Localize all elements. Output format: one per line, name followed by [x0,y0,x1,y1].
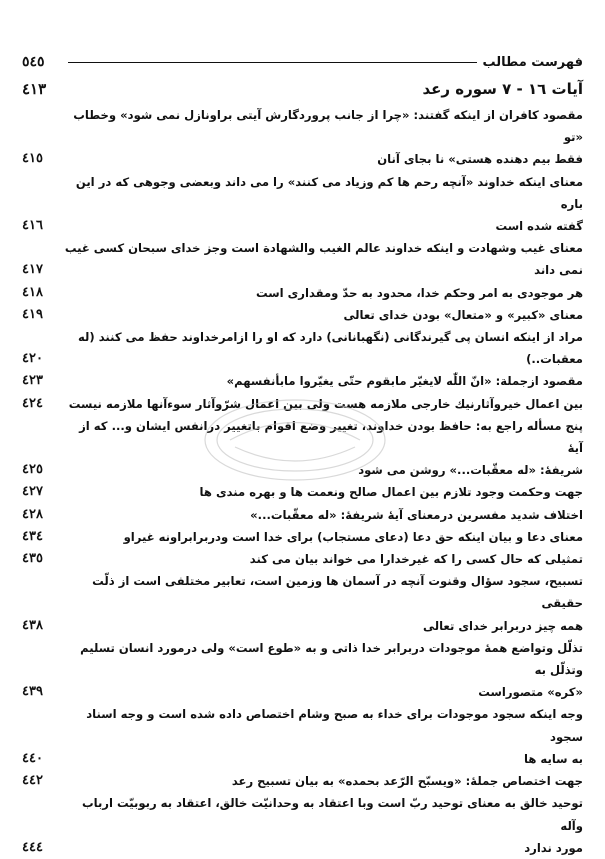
toc-entry [22,770,583,792]
toc-entry-page: ٤٢٨ [22,506,43,522]
toc-entry-text: جهت وحكمت وجود تلازم بين اعمال صالح ونعمت ها و بهره مندى ها [199,485,583,500]
toc-entry [22,637,583,681]
section-heading [22,80,583,102]
toc-entry [22,415,583,459]
toc-entry [22,237,583,259]
running-header [22,52,583,72]
toc-entry-text: فقط بيم دهنده هستى» نا بجاى آنان [377,152,583,167]
toc-entry-text: به سايه ها [524,751,583,766]
toc-entry [22,548,583,570]
toc-entry-page: ٤٢٤ [22,395,43,411]
toc-entry-text: توحيد خالق به معناى توحيد ربّ است وبا اعتقاد به وحدانيّت خالق، اعتقاد به ربوبيّت ارباب وآله [81,796,583,833]
toc-entry [22,215,583,237]
toc-entry-text: معناى «كبير» و «متعال» بودن خداى تعالى [343,307,583,322]
toc-entry-page: ٤٢٥ [22,462,43,478]
toc-entry [22,259,583,281]
toc-entry-page: ٤٣٥ [22,551,43,567]
section-page-number: ٤١٣ [22,80,47,98]
toc-entry [22,459,583,481]
toc-entry-page: ٤١٨ [22,284,43,300]
toc-entry-page: ٤٣٩ [22,684,43,700]
toc-entry-text: اختلاف شديد مفسرين درمعناى آيهٔ شريفهٔ: «له معقّبات...» [250,507,583,522]
toc-entry-text: مقصود كافران از اينكه گفتند: «چرا از جانب پروردگارش آيتى براونازل نمى شود» وخطاب «تو [73,108,583,145]
toc-entry-text: معناى غيب وشهادت و اينكه خداوند عالم الغيب والشهادة است وجز خداى سبحان كسى غيب [64,241,583,256]
toc-entry-text: وجه اينكه سجود موجودات براى خداء به صبح وشام اختصاص داده شده است و وجه اسناد سجود [86,707,583,744]
toc-entry-text: تمثيلى كه حال كسى را كه غيرخدارا مى خواند بيان مى كند [249,552,583,567]
toc-entry [22,370,583,392]
toc-entry-page: ٤٤٢ [22,773,43,789]
toc-entry-text: همه چيز دربرابر خداى تعالى [422,618,583,633]
toc-entry-text: پنج مسأله راجع به: حافظ بودن خداوند، تغيير وضع اقوام باتغيير درانفس ايشان و... كه از آيهٔ [79,418,583,456]
toc-entry [22,748,583,770]
toc-entry [22,703,583,747]
toc-entry-page: ٤٢٣ [22,373,43,389]
toc-entry-page: ٤٢٧ [22,484,43,500]
toc-entry-text: مراد از اينكه انسان پى گيرندگانى (نگهبانانى) دارد كه او را ازامرخداوند حفظ مى كنند (له [78,330,583,345]
toc-entry [22,326,583,348]
toc-entry [22,570,583,614]
toc-entry [22,526,583,548]
toc-entry-text: معناى دعا و بيان اينكه حق دعا (دعاى مستجاب) براى خدا است ودربرابراونه غيراو [123,529,583,544]
toc-entry [22,171,583,215]
toc-entry-text: جهت اختصاص جملهٔ: «ويسبّح الرّعد بحمده» به بيان تسبيح رعد [231,774,583,789]
toc-entry [22,481,583,503]
toc-entry [22,681,583,703]
toc-entry-text: مورد ندارد [524,840,583,855]
toc-entry [22,615,583,637]
toc-entry [22,393,583,415]
toc-entry-text: مقصود ازجملة: «انّ اللّٰه لايغيّر مابقوم حتّى يغيّروا مابأنفسهم» [226,374,583,389]
toc-entry-text: معناى اينكه خداوند «آنچه رحم ها كم وزياد مى كنند» را مى داند وبعضى وجوهى كه در اين باره [75,174,583,211]
toc-entry-text: «كره» متصوراست [478,685,583,700]
toc-entry [22,148,583,170]
toc-entry [22,348,583,370]
toc-entry-page: ٤١٥ [22,151,43,167]
toc-entry [22,282,583,304]
toc-entry-text: هر موجودى به امر وحكم خدا، محدود به حدّ ومقدارى است [255,285,583,300]
section-title: آيات ١٦ - ٧ سوره رعد [422,80,583,98]
toc-entry-text: گفته شده است [495,219,583,234]
toc-entry [22,792,583,836]
page-number: ٥٤٥ [22,54,45,70]
toc-entry-page: ٤٣٨ [22,617,43,633]
toc-entry-page: ٤٢٠ [22,351,43,367]
toc-entry-text: نمى داند [534,263,583,278]
toc-entry-page: ٤١٦ [22,218,43,234]
toc-entry-text: معقبات..) [526,352,583,367]
toc-list [22,104,583,859]
toc-entry-text: شريفهٔ: «له معقّبات...» روشن مى شود [358,463,583,478]
toc-entry-text: تذلّل وتواضع همهٔ موجودات دربرابر خدا ذاتى و به «طوع است» ولى درمورد انسان تسليم وتذلّل به [80,640,583,678]
running-title: فهرست مطالب [482,54,583,70]
toc-entry [22,104,583,148]
toc-entry-page: ٤٤٠ [22,750,43,766]
toc-entry-page: ٤٣٤ [22,528,43,544]
toc-entry [22,837,583,859]
toc-entry-page: ٤٤٤ [22,839,43,855]
toc-entry-text: تسبيح، سجود سؤال وقنوت آنچه در آسمان ها وزمين است، تعابير مختلفى است از ذلّت حقيقى [92,574,583,611]
toc-entry [22,504,583,526]
toc-entry-page: ٤١٧ [22,262,43,278]
toc-entry-text: بين اعمال خيروآثارنيك خارجى ملازمه هست ولى بين اعمال شرّوآثار سوءآنها ملازمه نيست [68,396,583,411]
toc-entry-page: ٤١٩ [22,306,43,322]
header-rule [68,62,477,63]
toc-entry [22,304,583,326]
